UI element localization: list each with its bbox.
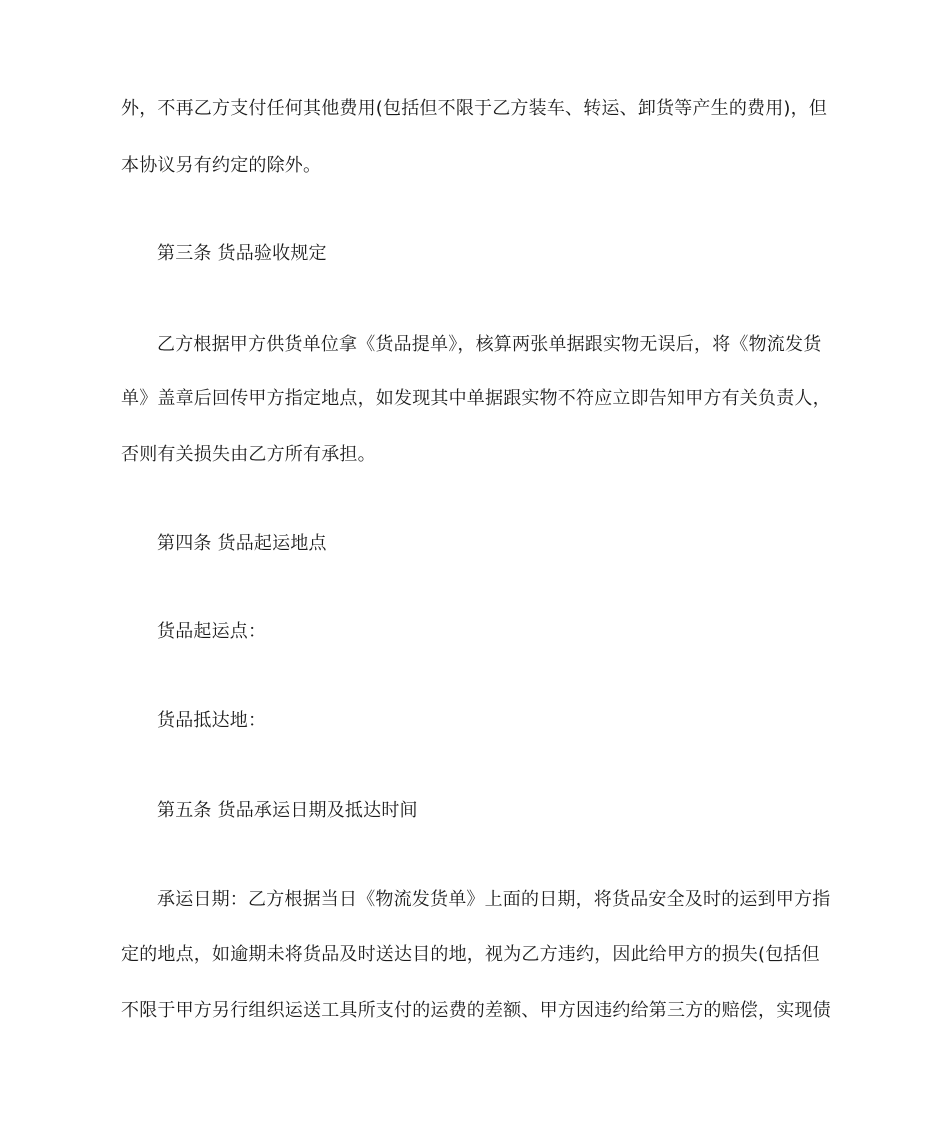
- text-line: 否则有关损失由乙方所有承担。: [121, 444, 376, 465]
- origin-label: 货品起运点：: [157, 621, 267, 642]
- article-4-heading: 第四条 货品起运地点: [157, 533, 327, 554]
- text-line: 承运日期：乙方根据当日《物流发货单》上面的日期，将货品安全及时的运到甲方指: [157, 889, 831, 910]
- text-line: 外，不再乙方支付任何其他费用(包括但不限于乙方装车、转运、卸货等产生的费用)，但: [121, 98, 828, 119]
- text-line: 乙方根据甲方供货单位拿《货品提单》，核算两张单据跟实物无误后，将《物流发货: [157, 334, 822, 355]
- destination-label: 货品抵达地：: [157, 710, 267, 731]
- text-line: 单》盖章后回传甲方指定地点，如发现其中单据跟实物不符应立即告知甲方有关负责人，: [121, 388, 831, 409]
- text-line: 本协议另有约定的除外。: [121, 155, 322, 176]
- text-line: 定的地点，如逾期未将货品及时送达目的地，视为乙方违约，因此给甲方的损失(包括但: [121, 944, 820, 965]
- text-line: 不限于甲方另行组织运送工具所支付的运费的差额、甲方因违约给第三方的赔偿，实现债: [121, 1000, 831, 1021]
- article-5-heading: 第五条 货品承运日期及抵达时间: [157, 800, 418, 821]
- article-3-heading: 第三条 货品验收规定: [157, 243, 327, 264]
